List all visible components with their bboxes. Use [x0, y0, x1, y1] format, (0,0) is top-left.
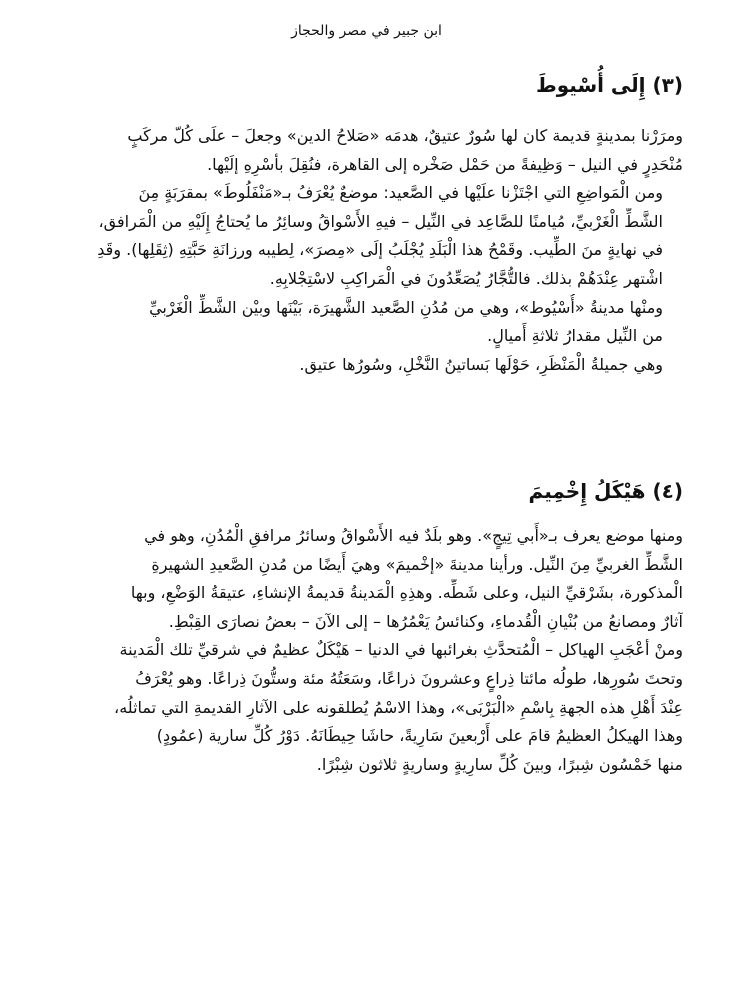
text-line: من النِّيل مقدارُ ثلاثةِ أَميالٍ.	[487, 326, 663, 346]
text-line: آثارٌ ومصانعُ من بُنْيانِ الْقُدماءِ، وكنائسُ يَعْمُرُها – إلى الآنَ – بعضُ نصارَى القِبْطِ.	[168, 611, 683, 631]
text-line: منها خَمْسُون شِبرًا، وبينَ كُلِّ سارِيةٍ وساريةٍ ثلاثون شِبْرًا.	[316, 754, 683, 774]
section-body-asyut	[40, 122, 683, 379]
section-heading-akhmim: (٤) هَيْكَلُ إِخْمِيمَ	[528, 479, 683, 503]
text-line: الْمذكورة، بشَرْقيِّ النيل، وعلى شَطِّه. وهذِهِ الْمَدينةُ قديمةُ الإنشاءِ، عتيقةُ الوَضْعِ، وبها	[130, 583, 683, 603]
paragraph	[40, 351, 683, 380]
paragraph	[40, 179, 683, 293]
paragraph	[40, 522, 683, 636]
paragraph	[40, 122, 683, 179]
text-line: ومنْها مدينةُ «أُسْيُوط»، وهي من مُدُنِ الصَّعيد الشَّهيرَة، بَيْنَها وبيْن الشَّطِّ الْغَرْبيِّ	[149, 297, 663, 317]
text-line: الشَّطِّ الغربيِّ مِنَ النِّيل. ورأينا مدينةَ «إخْميمَ» وهيَ أَيضًا من مُدنِ الصَّعيدِ الشهيرةِ	[151, 554, 683, 574]
section-body-akhmim	[40, 522, 683, 779]
text-line: ومنْ أعْجَبِ الهياكل – الْمُتحدَّثِ بغرائبها في الدنيا – هَيْكَلٌ عظيمٌ في شرقيِّ تلك الْمَدينة	[119, 640, 683, 660]
paragraph	[40, 636, 683, 779]
text-line: في نهايةٍ منَ الطِّيب. وقَمْحُ هذا الْبَلَدِ يُجْلَبُ إلَى «مِصرَ»، لِطيبه ورزانَةِ حَبَّتِهِ (ثِقَلِها). وقَدِ	[97, 240, 663, 260]
text-line: ومنها موضع يعرف بـ«أَبي تِيجٍ». وهو بلَدٌ فيه الأَسْواقُ وسائرُ مرافقِ الْمُدُنِ، وهو في	[144, 526, 683, 545]
text-line: وهذا الهيكلُ العظيمُ قامَ على أَرْبعينَ سَارِيةً، حاشَا حِيطَانَهُ. دَوْرُ كُلِّ سارية (عمُودٍ)	[156, 726, 683, 746]
paragraph	[40, 294, 683, 351]
text-line: ومن الْمَواضِعِ التي اجْتَزْنا علَيْها في الصَّعيد: موضعٌ يُعْرَفُ بـ«مَنْفَلُوطَ» بمقرَبَةٍ مِنَ	[138, 183, 663, 203]
running-header: ابن جبير في مصر والحجاز	[291, 23, 442, 39]
text-line: ومرَرْنا بمدينةٍ قديمة كان لها سُورٌ عتيقٌ، هدمَه «صَلاحُ الدين» وجعلَ – علَى كُلّ مركَبٍ	[127, 126, 683, 145]
text-line: اشْتهر عِنْدَهُمْ بذلك. فالتُّجَّارُ يُصَعِّدُونَ في الْمَراكِبِ لاسْتِجْلابِهِ.	[269, 268, 663, 288]
text-line: عِنْدَ أَهْلِ هذه الجهةِ بِاسْمِ «الْبَرْبَى»، وهذا الاسْمُ يُطلقونه على الآثارِ القديمةِ التي تماثلُه،	[114, 697, 683, 717]
text-line: مُنْحَدِرٍ في النيل – وَظِيفةً من حَمْل صَخْره إلى القاهرة، فنُقِلَ بأسْرِهِ إلَيْها.	[207, 154, 683, 174]
text-line: وهي جميلةُ الْمَنْظَرِ، حَوْلَها بَساتينُ النَّخْلِ، وسُورُها عتيق.	[299, 354, 663, 374]
text-line: الشَّطِّ الْغَرْبيِّ، مُيامنًا للصَّاعِد في النِّيل – فيهِ الأَسْواقُ وسائِرُ ما يُحتاجُ إِلَيْهِ من الْمَرافق،	[98, 211, 663, 231]
section-heading-asyut: (٣) إِلَى أُسْيوطَ	[535, 73, 683, 97]
text-line: وتحتَ سُورِها، طولُه مائتا ذِراعٍ وعشرونَ ذراعًا، وسَعَتُهُ مئة وستُّونَ ذِراعًا. وهو يُعْرَفُ	[135, 668, 683, 688]
